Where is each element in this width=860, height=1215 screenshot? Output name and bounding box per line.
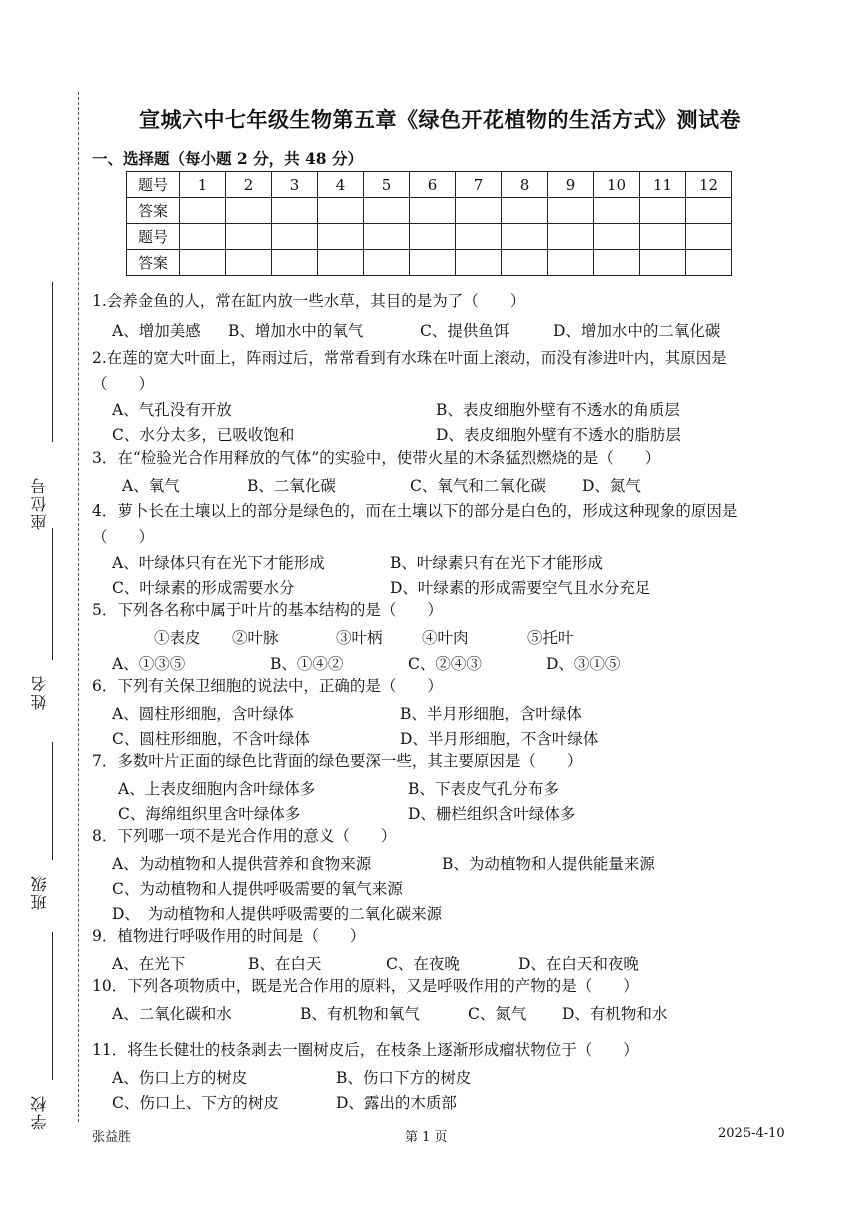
school-field[interactable]: [52, 932, 53, 1080]
question-stem: 9．植物进行呼吸作用的时间是（ ）: [92, 927, 366, 945]
question-number: 2: [226, 172, 272, 198]
question-item: ③叶柄: [336, 629, 383, 647]
question-option: B、下表皮气孔分布多: [408, 780, 559, 798]
answer-cell[interactable]: [640, 198, 686, 224]
question-number-cell: [226, 224, 272, 250]
question-option: A、①③⑤: [112, 655, 186, 673]
footer-page-number: 第 1 页: [405, 1130, 448, 1145]
question-option: C、氧气和二氧化碳: [410, 477, 546, 495]
answer-cell[interactable]: [410, 250, 456, 276]
question-stem: 5．下列各名称中属于叶片的基本结构的是（ ）: [92, 601, 443, 619]
answer-cell[interactable]: [226, 250, 272, 276]
question-number: 12: [686, 172, 732, 198]
row-label: 题号: [127, 172, 180, 198]
question-number: 9: [548, 172, 594, 198]
question-option: D、栅栏组织含叶绿体多: [408, 805, 576, 823]
question-item: ④叶肉: [422, 629, 469, 647]
row-label: 题号: [127, 224, 180, 250]
page-title: 宣城六中七年级生物第五章《绿色开花植物的生活方式》测试卷: [139, 107, 741, 132]
question-option: C、伤口上、下方的树皮: [112, 1094, 279, 1112]
table-row: [127, 198, 732, 224]
section-heading: 一、选择题（每小题 2 分，共 48 分）: [92, 149, 363, 168]
answer-cell[interactable]: [502, 198, 548, 224]
question-number-cell: [640, 224, 686, 250]
question-number: 1: [180, 172, 226, 198]
question-option: A、伤口上方的树皮: [112, 1069, 248, 1087]
answer-cell[interactable]: [318, 198, 364, 224]
question-option: C、在夜晚: [386, 955, 460, 973]
table-row: [127, 250, 732, 276]
question-stem: 7．多数叶片正面的绿色比背面的绿色要深一些，其主要原因是（ ）: [92, 752, 583, 770]
question-option: A、在光下: [112, 955, 186, 973]
question-stem: 4．萝卜长在土壤以上的部分是绿色的，而在土壤以下的部分是白色的，形成这种现象的原因是（ ）: [92, 502, 738, 546]
class-label: 班级: [30, 874, 49, 910]
question-option: B、①④②: [270, 655, 344, 673]
answer-cell[interactable]: [686, 250, 732, 276]
question-option: A、二氧化碳和水: [112, 1005, 232, 1023]
name-field[interactable]: [52, 528, 53, 660]
answer-cell[interactable]: [272, 198, 318, 224]
school-label: 学校: [30, 1094, 49, 1130]
question-number: 8: [502, 172, 548, 198]
question-stem: 3．在“检验光合作用释放的气体”的实验中，使带火星的木条猛烈燃烧的是（ ）: [92, 449, 661, 467]
question-item: ⑤托叶: [527, 629, 574, 647]
question-number-cell: [456, 224, 502, 250]
question-option: C、氮气: [468, 1005, 527, 1023]
binding-dashed-line: [78, 92, 79, 1122]
question-option: B、二氧化碳: [247, 477, 336, 495]
question-option: D、叶绿素的形成需要空气且水分充足: [390, 579, 651, 597]
question-option: C、水分太多，已吸收饱和: [112, 426, 295, 444]
footer-author: 张益胜: [92, 1130, 132, 1145]
answer-cell[interactable]: [456, 198, 502, 224]
question-number: 6: [410, 172, 456, 198]
answer-cell[interactable]: [548, 250, 594, 276]
question-number: 11: [640, 172, 686, 198]
answer-cell[interactable]: [548, 198, 594, 224]
question-option: B、伤口下方的树皮: [336, 1069, 472, 1087]
question-item: ②叶脉: [232, 629, 279, 647]
question-option: A、氧气: [122, 477, 180, 495]
class-field[interactable]: [52, 742, 53, 860]
question-number: 10: [594, 172, 640, 198]
answer-cell[interactable]: [226, 198, 272, 224]
seat-number-label: 座位号: [30, 476, 49, 530]
question-option: A、圆柱形细胞，含叶绿体: [112, 705, 294, 723]
question-stem: 11．将生长健壮的枝条剥去一圈树皮后，在枝条上逐渐形成瘤状物位于（ ）: [92, 1041, 639, 1059]
table-row: [127, 224, 732, 250]
answer-cell[interactable]: [410, 198, 456, 224]
question-option: B、表皮细胞外壁有不透水的角质层: [436, 401, 680, 419]
row-label: 答案: [127, 250, 180, 276]
question-option: C、海绵组织里含叶绿体多: [118, 805, 301, 823]
question-option: B、在白天: [248, 955, 322, 973]
question-number-cell: [548, 224, 594, 250]
question-option: D、③①⑤: [546, 655, 621, 673]
answer-cell[interactable]: [456, 250, 502, 276]
question-number-cell: [410, 224, 456, 250]
answer-cell[interactable]: [502, 250, 548, 276]
answer-cell[interactable]: [180, 250, 226, 276]
question-option: D、表皮细胞外壁有不透水的脂肪层: [436, 426, 681, 444]
question-number-cell: [364, 224, 410, 250]
question-number-cell: [180, 224, 226, 250]
question-option: A、增加美感: [112, 322, 201, 340]
answer-cell[interactable]: [180, 198, 226, 224]
question-option: A、气孔没有开放: [112, 401, 232, 419]
question-number: 5: [364, 172, 410, 198]
answer-cell[interactable]: [640, 250, 686, 276]
question-stem: 2.在莲的宽大叶面上，阵雨过后，常常看到有水珠在叶面上滚动，而没有渗进叶内，其原因是（ ）: [92, 349, 727, 393]
question-option: B、增加水中的氧气: [228, 322, 364, 340]
question-option: B、有机物和氧气: [300, 1005, 420, 1023]
question-stem: 6．下列有关保卫细胞的说法中，正确的是（ ）: [92, 677, 443, 695]
question-option: C、叶绿素的形成需要水分: [112, 579, 295, 597]
answer-cell[interactable]: [594, 250, 640, 276]
question-option: B、为动植物和人提供能量来源: [442, 855, 655, 873]
question-option: D、有机物和水: [562, 1005, 668, 1023]
question-option: B、半月形细胞，含叶绿体: [400, 705, 582, 723]
question-option: A、叶绿体只有在光下才能形成: [112, 554, 325, 572]
question-number-cell: [318, 224, 364, 250]
question-option: D、在白天和夜晚: [518, 955, 639, 973]
row-label: 答案: [127, 198, 180, 224]
question-option: C、②④③: [408, 655, 482, 673]
answer-cell[interactable]: [594, 198, 640, 224]
question-stem: 1.会养金鱼的人，常在缸内放一些水草，其目的是为了（ ）: [92, 292, 526, 310]
answer-cell[interactable]: [272, 250, 318, 276]
answer-table: [126, 171, 732, 276]
question-option: D、半月形细胞，不含叶绿体: [400, 730, 599, 748]
question-number: 3: [272, 172, 318, 198]
question-option: D、增加水中的二氧化碳: [553, 322, 721, 340]
question-number-cell: [272, 224, 318, 250]
footer-date: 2025-4-10: [718, 1126, 785, 1141]
name-label: 姓名: [30, 674, 49, 710]
question-option: B、叶绿素只有在光下才能形成: [390, 554, 603, 572]
answer-cell[interactable]: [686, 198, 732, 224]
question-option: C、为动植物和人提供呼吸需要的氧气来源: [112, 880, 403, 898]
answer-cell[interactable]: [364, 250, 410, 276]
question-stem: 10．下列各项物质中，既是光合作用的原料，又是呼吸作用的产物的是（ ）: [92, 977, 639, 995]
question-option: D、氮气: [582, 477, 641, 495]
seat-number-field[interactable]: [52, 282, 53, 442]
answer-cell[interactable]: [364, 198, 410, 224]
question-stem: 8．下列哪一项不是光合作用的意义（ ）: [92, 827, 397, 845]
question-option: C、提供鱼饵: [420, 322, 510, 340]
question-option: D、 为动植物和人提供呼吸需要的二氧化碳来源: [112, 905, 443, 923]
question-option: D、露出的木质部: [336, 1094, 457, 1112]
question-number-cell: [502, 224, 548, 250]
table-row: [127, 172, 732, 198]
question-number-cell: [686, 224, 732, 250]
question-option: A、上表皮细胞内含叶绿体多: [118, 780, 316, 798]
question-number: 4: [318, 172, 364, 198]
question-number-cell: [594, 224, 640, 250]
question-option: C、圆柱形细胞，不含叶绿体: [112, 730, 310, 748]
question-number: 7: [456, 172, 502, 198]
question-option: A、为动植物和人提供营养和食物来源: [112, 855, 372, 873]
answer-cell[interactable]: [318, 250, 364, 276]
question-item: ①表皮: [154, 629, 201, 647]
